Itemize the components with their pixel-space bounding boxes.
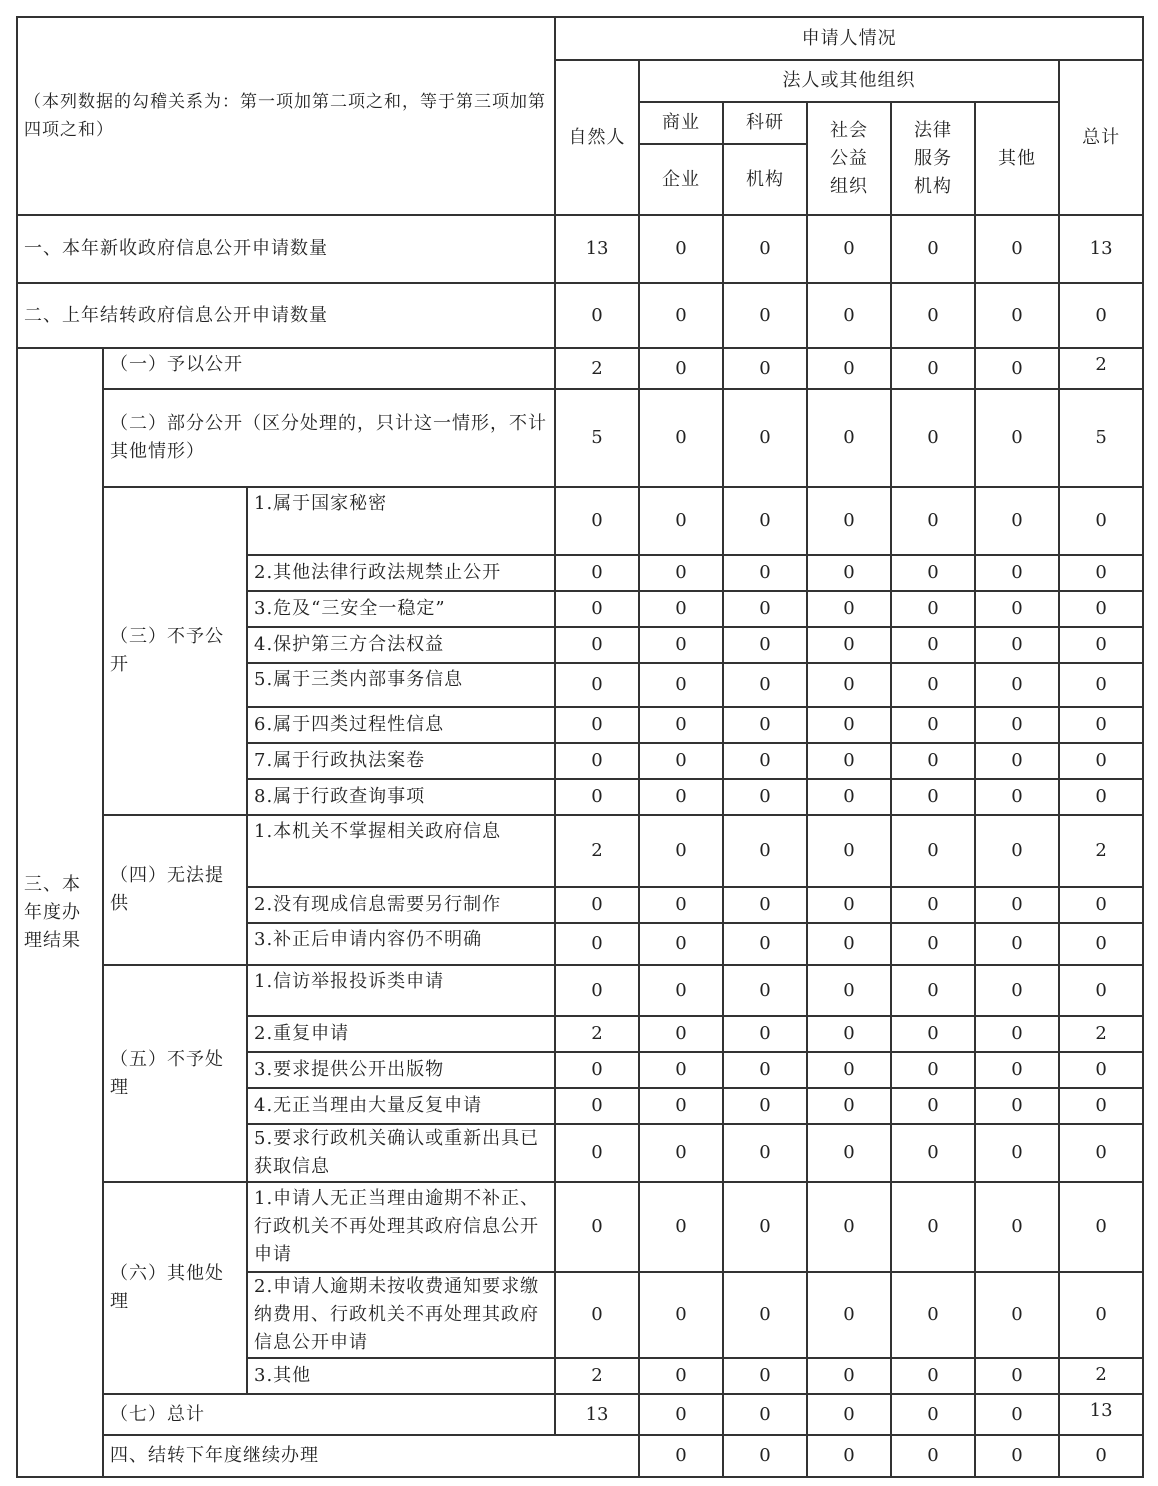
cell-value: 0 xyxy=(723,215,807,283)
cell-value: 13 xyxy=(1059,1394,1143,1435)
cell-value: 0 xyxy=(891,1052,975,1088)
cell-value: 0 xyxy=(891,1394,975,1435)
cell-value: 0 xyxy=(891,779,975,815)
row-label: 4.无正当理由大量反复申请 xyxy=(247,1088,555,1124)
cell-value: 2 xyxy=(555,348,639,389)
cell-value: 0 xyxy=(555,663,639,707)
cell-value: 0 xyxy=(975,591,1059,627)
cell-value: 2 xyxy=(1059,1016,1143,1052)
cell-value: 0 xyxy=(891,1124,975,1182)
cell-value: 13 xyxy=(555,1394,639,1435)
row-label: 1.信访举报投诉类申请 xyxy=(247,965,555,1016)
cell-value: 0 xyxy=(1059,1182,1143,1272)
cell-value: 0 xyxy=(807,1088,891,1124)
cell-value: 0 xyxy=(1059,283,1143,348)
cell-value: 0 xyxy=(1059,1088,1143,1124)
cell-value: 0 xyxy=(723,627,807,663)
cell-value: 0 xyxy=(975,1088,1059,1124)
cell-value: 0 xyxy=(639,1272,723,1358)
cell-value: 0 xyxy=(975,815,1059,887)
row-label: 5.属于三类内部事务信息 xyxy=(247,663,555,707)
row-label: 二、上年结转政府信息公开申请数量 xyxy=(17,283,555,348)
cell-value: 0 xyxy=(555,1272,639,1358)
cell-value: 0 xyxy=(1059,923,1143,965)
row-label: 5.要求行政机关确认或重新出具已获取信息 xyxy=(247,1124,555,1182)
cell-value: 0 xyxy=(723,1016,807,1052)
cell-value: 0 xyxy=(723,1182,807,1272)
cell-value: 0 xyxy=(555,887,639,923)
cell-value: 0 xyxy=(723,283,807,348)
header-line: 机构 xyxy=(914,175,953,197)
cell-value: 0 xyxy=(807,1272,891,1358)
cell-value: 0 xyxy=(723,743,807,779)
cell-value: 0 xyxy=(975,743,1059,779)
table-row xyxy=(17,965,1143,1016)
cell-value: 0 xyxy=(555,591,639,627)
cell-value: 0 xyxy=(807,389,891,487)
cell-value: 0 xyxy=(975,887,1059,923)
cell-value: 0 xyxy=(891,1088,975,1124)
cell-value: 0 xyxy=(639,1394,723,1435)
cell-value: 0 xyxy=(975,215,1059,283)
table-row xyxy=(17,348,1143,389)
header-line: 法律 xyxy=(914,119,953,141)
cell-value: 0 xyxy=(639,965,723,1016)
cell-value: 0 xyxy=(807,1435,891,1477)
cell-value: 0 xyxy=(1059,627,1143,663)
cell-value: 0 xyxy=(807,1182,891,1272)
cell-value: 0 xyxy=(639,1182,723,1272)
cell-value: 0 xyxy=(891,1272,975,1358)
cell-value: 0 xyxy=(723,923,807,965)
cell-value: 0 xyxy=(639,1052,723,1088)
col-business-2: 企业 xyxy=(639,144,723,215)
cell-value: 0 xyxy=(639,663,723,707)
cell-value: 5 xyxy=(1059,389,1143,487)
cell-value: 0 xyxy=(1059,591,1143,627)
group-3-label: （三）不予公开 xyxy=(103,487,247,815)
table-row xyxy=(17,487,1143,555)
cell-value: 0 xyxy=(723,1124,807,1182)
cell-value: 0 xyxy=(1059,743,1143,779)
disclosure-stats-table xyxy=(16,16,1144,1478)
header-line: 社会 xyxy=(830,119,869,141)
cell-value: 0 xyxy=(1059,1052,1143,1088)
row-label: 8.属于行政查询事项 xyxy=(247,779,555,815)
table-row xyxy=(17,283,1143,348)
cell-value: 0 xyxy=(555,1124,639,1182)
row-label: 4.保护第三方合法权益 xyxy=(247,627,555,663)
cell-value: 0 xyxy=(723,348,807,389)
group-5-label: （五）不予处理 xyxy=(103,965,247,1182)
row-label: （一）予以公开 xyxy=(103,348,555,389)
cell-value: 0 xyxy=(723,1052,807,1088)
cell-value: 0 xyxy=(807,887,891,923)
cell-value: 0 xyxy=(723,707,807,743)
cell-value: 0 xyxy=(891,348,975,389)
cell-value: 0 xyxy=(555,627,639,663)
cell-value: 0 xyxy=(1059,487,1143,555)
cell-value: 0 xyxy=(891,1435,975,1477)
cell-value: 0 xyxy=(807,283,891,348)
header-line: 服务 xyxy=(914,147,953,169)
row-label: 3.危及“三安全一稳定” xyxy=(247,591,555,627)
row-label: 3.要求提供公开出版物 xyxy=(247,1052,555,1088)
cell-value: 0 xyxy=(1059,707,1143,743)
cell-value: 0 xyxy=(975,1124,1059,1182)
cell-value: 0 xyxy=(807,215,891,283)
cell-value: 0 xyxy=(891,283,975,348)
cell-value: 0 xyxy=(807,707,891,743)
col-natural-person: 自然人 xyxy=(555,60,639,215)
cell-value: 0 xyxy=(891,965,975,1016)
cell-value: 0 xyxy=(807,815,891,887)
row-label: 1.本机关不掌握相关政府信息 xyxy=(247,815,555,887)
cell-value: 0 xyxy=(723,1435,807,1477)
col-law-service xyxy=(891,102,975,215)
row-label: 1.申请人无正当理由逾期不补正、行政机关不再处理其政府信息公开申请 xyxy=(247,1182,555,1272)
cell-value: 0 xyxy=(807,779,891,815)
cell-value: 0 xyxy=(975,779,1059,815)
cell-value: 0 xyxy=(975,283,1059,348)
cell-value: 0 xyxy=(639,743,723,779)
table-row xyxy=(17,389,1143,487)
cell-value: 0 xyxy=(639,283,723,348)
cell-value: 0 xyxy=(639,389,723,487)
cell-value: 0 xyxy=(639,923,723,965)
table-row xyxy=(17,1182,1143,1272)
section-3-label: 三、本年度办理结果 xyxy=(17,348,103,1477)
cell-value: 0 xyxy=(639,555,723,591)
cell-value: 0 xyxy=(807,348,891,389)
cell-value: 0 xyxy=(975,1052,1059,1088)
cell-value: 0 xyxy=(555,743,639,779)
cell-value: 0 xyxy=(639,707,723,743)
cell-value: 0 xyxy=(891,743,975,779)
table-row xyxy=(17,815,1143,887)
cell-value: 0 xyxy=(891,707,975,743)
cell-value: 0 xyxy=(891,555,975,591)
col-social-org xyxy=(807,102,891,215)
row-label: 一、本年新收政府信息公开申请数量 xyxy=(17,215,555,283)
cell-value: 0 xyxy=(555,965,639,1016)
cell-value: 0 xyxy=(555,1088,639,1124)
cell-value: 0 xyxy=(807,965,891,1016)
cell-value: 0 xyxy=(891,815,975,887)
cell-value: 0 xyxy=(639,348,723,389)
cell-value: 0 xyxy=(639,779,723,815)
cell-value: 0 xyxy=(723,965,807,1016)
cell-value: 0 xyxy=(975,487,1059,555)
cell-value: 0 xyxy=(555,555,639,591)
col-other: 其他 xyxy=(975,102,1059,215)
cell-value: 0 xyxy=(975,1358,1059,1394)
cell-value: 0 xyxy=(639,815,723,887)
cell-value: 0 xyxy=(1059,663,1143,707)
row-label: 3.其他 xyxy=(247,1358,555,1394)
cell-value: 2 xyxy=(1059,348,1143,389)
row-label: 6.属于四类过程性信息 xyxy=(247,707,555,743)
col-total: 总计 xyxy=(1059,60,1143,215)
cell-value: 2 xyxy=(1059,815,1143,887)
cell-value: 0 xyxy=(639,1435,723,1477)
cell-value: 0 xyxy=(975,1272,1059,1358)
cell-value: 0 xyxy=(723,1088,807,1124)
cell-value: 0 xyxy=(723,389,807,487)
cell-value: 0 xyxy=(975,555,1059,591)
cell-value: 0 xyxy=(975,707,1059,743)
row-label: 四、结转下年度继续办理 xyxy=(103,1435,639,1477)
cell-value: 0 xyxy=(975,663,1059,707)
cell-value: 0 xyxy=(555,283,639,348)
cell-value: 0 xyxy=(723,1358,807,1394)
table-row xyxy=(17,1435,1143,1477)
cell-value: 0 xyxy=(639,1358,723,1394)
cell-value: 0 xyxy=(975,1435,1059,1477)
cell-value: 0 xyxy=(891,1182,975,1272)
cell-value: 0 xyxy=(891,389,975,487)
cell-value: 0 xyxy=(891,1016,975,1052)
table-note: （本列数据的勾稽关系为：第一项加第二项之和，等于第三项加第四项之和） xyxy=(17,17,555,215)
row-label: 2.其他法律行政法规禁止公开 xyxy=(247,555,555,591)
cell-value: 0 xyxy=(1059,887,1143,923)
row-label: 2.申请人逾期未按收费通知要求缴纳费用、行政机关不再处理其政府信息公开申请 xyxy=(247,1272,555,1358)
row-label: 1.属于国家秘密 xyxy=(247,487,555,555)
legal-group-header: 法人或其他组织 xyxy=(639,60,1059,102)
cell-value: 0 xyxy=(1059,1124,1143,1182)
cell-value: 0 xyxy=(723,555,807,591)
cell-value: 2 xyxy=(1059,1358,1143,1394)
cell-value: 0 xyxy=(555,707,639,743)
cell-value: 0 xyxy=(807,1124,891,1182)
cell-value: 0 xyxy=(723,1394,807,1435)
cell-value: 0 xyxy=(723,663,807,707)
table-row xyxy=(17,1394,1143,1435)
cell-value: 0 xyxy=(807,923,891,965)
header-line: 组织 xyxy=(830,175,869,197)
cell-value: 0 xyxy=(807,743,891,779)
cell-value: 0 xyxy=(639,215,723,283)
cell-value: 0 xyxy=(1059,1435,1143,1477)
cell-value: 0 xyxy=(807,627,891,663)
cell-value: 0 xyxy=(807,555,891,591)
cell-value: 0 xyxy=(891,591,975,627)
cell-value: 0 xyxy=(723,779,807,815)
cell-value: 0 xyxy=(723,487,807,555)
header-line: 公益 xyxy=(830,147,869,169)
row-label: 3.补正后申请内容仍不明确 xyxy=(247,923,555,965)
cell-value: 0 xyxy=(723,591,807,627)
cell-value: 0 xyxy=(1059,779,1143,815)
cell-value: 0 xyxy=(639,1016,723,1052)
cell-value: 0 xyxy=(723,815,807,887)
cell-value: 0 xyxy=(807,591,891,627)
col-research-2: 机构 xyxy=(723,144,807,215)
cell-value: 0 xyxy=(975,923,1059,965)
row-label: 2.重复申请 xyxy=(247,1016,555,1052)
cell-value: 0 xyxy=(1059,555,1143,591)
cell-value: 2 xyxy=(555,1358,639,1394)
row-label: 2.没有现成信息需要另行制作 xyxy=(247,887,555,923)
cell-value: 0 xyxy=(639,591,723,627)
cell-value: 0 xyxy=(639,627,723,663)
cell-value: 0 xyxy=(975,965,1059,1016)
cell-value: 0 xyxy=(723,1272,807,1358)
cell-value: 0 xyxy=(807,1052,891,1088)
cell-value: 5 xyxy=(555,389,639,487)
applicant-group-header: 申请人情况 xyxy=(555,17,1143,60)
cell-value: 0 xyxy=(975,389,1059,487)
cell-value: 0 xyxy=(555,1052,639,1088)
row-label: （二）部分公开（区分处理的，只计这一情形，不计其他情形） xyxy=(103,389,555,487)
cell-value: 0 xyxy=(891,923,975,965)
cell-value: 13 xyxy=(1059,215,1143,283)
cell-value: 0 xyxy=(891,887,975,923)
cell-value: 0 xyxy=(975,1182,1059,1272)
group-6-label: （六）其他处理 xyxy=(103,1182,247,1394)
cell-value: 0 xyxy=(807,663,891,707)
cell-value: 0 xyxy=(639,1124,723,1182)
cell-value: 0 xyxy=(639,1088,723,1124)
cell-value: 13 xyxy=(555,215,639,283)
cell-value: 0 xyxy=(891,1358,975,1394)
cell-value: 0 xyxy=(639,487,723,555)
cell-value: 0 xyxy=(807,1016,891,1052)
cell-value: 0 xyxy=(975,1394,1059,1435)
cell-value: 0 xyxy=(555,779,639,815)
cell-value: 0 xyxy=(1059,1272,1143,1358)
cell-value: 0 xyxy=(807,487,891,555)
cell-value: 0 xyxy=(639,887,723,923)
cell-value: 0 xyxy=(1059,965,1143,1016)
cell-value: 0 xyxy=(555,923,639,965)
cell-value: 0 xyxy=(975,627,1059,663)
cell-value: 0 xyxy=(891,627,975,663)
col-business-1: 商业 xyxy=(639,102,723,144)
row-label: 7.属于行政执法案卷 xyxy=(247,743,555,779)
group-4-label: （四）无法提供 xyxy=(103,815,247,965)
table-row xyxy=(17,215,1143,283)
cell-value: 0 xyxy=(555,1182,639,1272)
row-label: （七）总计 xyxy=(103,1394,555,1435)
cell-value: 0 xyxy=(891,215,975,283)
cell-value: 0 xyxy=(723,887,807,923)
cell-value: 0 xyxy=(891,663,975,707)
cell-value: 0 xyxy=(891,487,975,555)
cell-value: 0 xyxy=(975,1016,1059,1052)
col-research-1: 科研 xyxy=(723,102,807,144)
cell-value: 0 xyxy=(555,487,639,555)
cell-value: 0 xyxy=(807,1394,891,1435)
cell-value: 0 xyxy=(975,348,1059,389)
cell-value: 2 xyxy=(555,1016,639,1052)
cell-value: 0 xyxy=(807,1358,891,1394)
cell-value: 2 xyxy=(555,815,639,887)
